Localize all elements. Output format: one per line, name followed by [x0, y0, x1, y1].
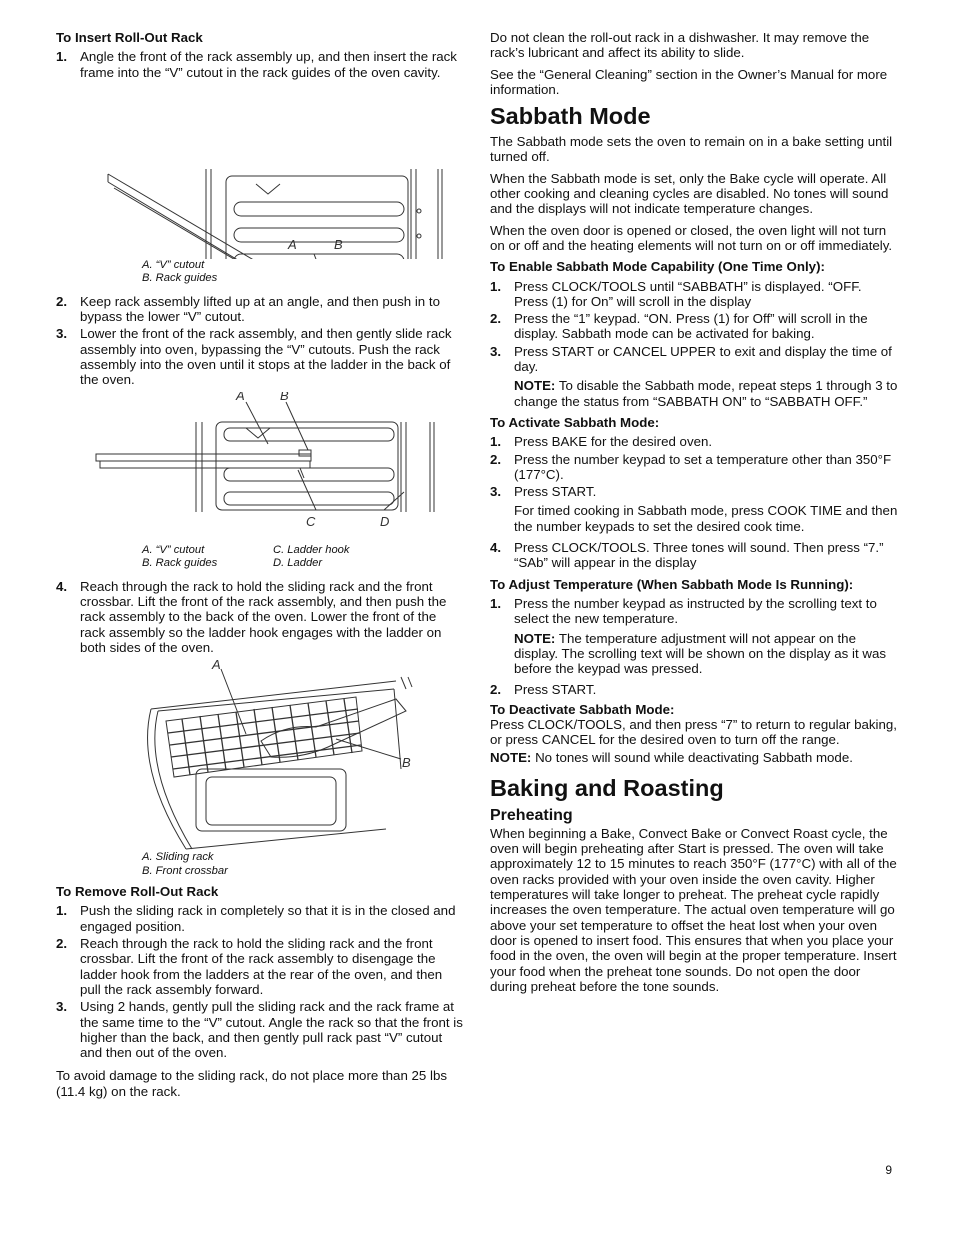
remove-step: 2. Reach through the rack to hold the sliding rack and the front crossbar. Lift the front of the rack assembly to disengage the ladder hook from the ladders at the rear of the oven, and then pull the rack assembly forward. [56, 936, 443, 997]
remove-step: 1. Push the sliding rack in completely so that it is in the closed and engaged position. [56, 903, 456, 934]
label-c: C [306, 513, 316, 529]
right-column [490, 30, 898, 1000]
remove-rack-heading: To Remove Roll-Out Rack [56, 884, 219, 900]
sabbath-paragraph: The Sabbath mode sets the oven to remain on in a bake setting until turned off. [490, 134, 893, 165]
enable-step: 1. Press CLOCK/TOOLS until “SABBATH” is displayed. “OFF. Press (1) for On” will scroll in the display [490, 278, 862, 309]
sabbath-mode-title: Sabbath Mode [490, 103, 651, 130]
insert-steps-4 [56, 579, 464, 655]
label-a: A [288, 236, 297, 252]
figure-rack-in-oven [56, 659, 464, 851]
figure1-labels [56, 84, 464, 259]
activate-step: 2. Press the number keypad to set a temperature other than 350°F (177°C). [490, 451, 892, 482]
enable-sabbath-heading: To Enable Sabbath Mode Capability (One Time Only): [490, 259, 825, 275]
insert-steps-1 [56, 49, 464, 80]
figure1-caption-a: A. “V” cutout [142, 258, 205, 271]
enable-steps [490, 279, 898, 375]
adjust-note: NOTE: The temperature adjustment will not appear on the display. The scrolling text will be shown on the display as it was before the keypad was pressed. [514, 630, 887, 677]
figure2-labels [56, 392, 464, 544]
insert-rack-heading: To Insert Roll-Out Rack [56, 30, 203, 45]
figure-insert-rack-level [56, 392, 464, 544]
figure-insert-rack-angle [56, 84, 464, 259]
activate-step: 3. Press START. [490, 484, 597, 500]
deactivate-sabbath-heading: To Deactivate Sabbath Mode: [490, 701, 675, 717]
label-b: B [334, 236, 343, 252]
adjust-step: 2. Press START. [490, 682, 597, 698]
left-column [56, 30, 464, 1105]
sabbath-paragraph: When the oven door is opened or closed, the oven light will not turn on or off and the heating elements will not turn on or off immediately. [490, 222, 893, 253]
adjust-steps [490, 596, 898, 627]
insert-step: 1. Angle the front of the rack assembly up, and then insert the rack frame into the “V” cutout in the rack guides of the oven cavity. [56, 49, 457, 80]
activate-step: 4. Press CLOCK/TOOLS. Three tones will sound. Then press “7.” “SAb” will appear in the display [490, 540, 884, 571]
figure3-caption-b: B. Front crossbar [142, 864, 228, 877]
label-a: A [236, 391, 245, 403]
caption-item: A. “V” cutout [142, 543, 205, 556]
enable-step: 2. Press the “1” keypad. “ON. Press (1) for Off” will scroll in the display. Sabbath mode can be activated for baking. [490, 311, 868, 342]
figure3-labels [56, 659, 464, 851]
activate-steps [490, 434, 898, 499]
enable-step: 3. Press START or CANCEL UPPER to exit and display the time of day. [490, 343, 892, 375]
adjust-temperature-heading: To Adjust Temperature (When Sabbath Mode Is Running): [490, 576, 854, 592]
page-number: 9 [885, 1163, 892, 1177]
activate-sabbath-heading: To Activate Sabbath Mode: [490, 414, 660, 430]
figure2-caption [142, 544, 464, 571]
insert-step: 3. Lower the front of the rack assembly, and then gently slide rack assembly into oven, bypassing the “V” cutouts. Push the rack assembly into the oven until it stops at the ladder in the back of the oven. [56, 326, 452, 388]
insert-steps-2-3 [56, 294, 464, 388]
figure1-caption-b: B. Rack guides [142, 272, 218, 285]
adjust-step: 1. Press the number keypad as instructed by the scrolling text to select the new temperature. [490, 595, 877, 627]
label-b: B [280, 391, 289, 403]
activate-step: 1. Press BAKE for the desired oven. [490, 434, 713, 450]
insert-step: 4. Reach through the rack to hold the sliding rack and the front crossbar. Lift the front of the rack assembly, and then push the rack assembly to the back of the oven. Lower the front of the rack assembly so the ladder hook engages with the ladder on both sides of the oven. [56, 578, 447, 655]
sabbath-paragraph: When the Sabbath mode is set, only the Bake cycle will operate. All other cooking and cleaning cycles are disabled. No tones will sound and the displays will not indicate temperature changes. [490, 170, 889, 217]
timed-cooking-note: For timed cooking in Sabbath mode, press COOK TIME and then the number keypads to set the desired cook time. [514, 503, 898, 534]
preheating-text: When beginning a Bake, Convect Bake or Convect Roast cycle, the oven will begin preheating after Start is pressed. The oven will take approximately 12 to 15 minutes to reach 350°F (177°C) with all of the oven racks provided with your oven inside the oven cavity. Higher temperatures will take longer to preheat. The preheat cycle rapidly increases the oven temperature. The actual oven temperature will go above your set temperature to offset the heat lost when your oven door is opened to insert food. This ensures that when you place your food in the oven, the oven will begin at the proper temperature. Insert your food when the preheat tone sounds. Do not open the door during preheat before the tone sounds. [490, 825, 897, 994]
weight-note: To avoid damage to the sliding rack, do not place more than 25 lbs (11.4 kg) on the rack. [56, 1068, 448, 1099]
caption-item: B. Rack guides [142, 557, 218, 570]
activate-steps-continued [490, 540, 898, 571]
label-d: D [380, 513, 390, 529]
caption-item: C. Ladder hook [273, 543, 350, 556]
deactivate-text: Press CLOCK/TOOLS, and then press “7” to return to regular baking, or press CANCEL for the desired oven to turn off the range. [490, 716, 897, 748]
figure3-caption-a: A. Sliding rack [142, 851, 214, 864]
insert-step: 2. Keep rack assembly lifted up at an angle, and then push in to bypass the lower “V” cutout. [56, 293, 440, 325]
deactivate-note: NOTE: No tones will sound while deactivating Sabbath mode. [490, 749, 853, 765]
label-b: B [402, 755, 411, 771]
baking-roasting-title: Baking and Roasting [490, 774, 724, 801]
caption-item: D. Ladder [273, 557, 323, 570]
preheating-title: Preheating [490, 806, 573, 824]
enable-note: NOTE: To disable the Sabbath mode, repeat steps 1 through 3 to change the status from “SABBATH ON” to “SABBATH OFF.” [514, 378, 898, 409]
label-a: A [212, 659, 221, 673]
remove-steps [56, 903, 464, 1060]
dishwasher-note: Do not clean the roll-out rack in a dishwasher. It may remove the rack’s lubricant and affect its ability to slide. [490, 30, 870, 61]
adjust-steps-continued [490, 682, 898, 697]
remove-step: 3. Using 2 hands, gently pull the sliding rack and the rack frame at the same time to the “V” cutout. Angle the rack so that the front is higher than the back, and then gently pull rack past “V” cutout and then out of the oven. [56, 999, 463, 1061]
general-cleaning-note: See the “General Cleaning” section in the Owner’s Manual for more information. [490, 66, 888, 97]
